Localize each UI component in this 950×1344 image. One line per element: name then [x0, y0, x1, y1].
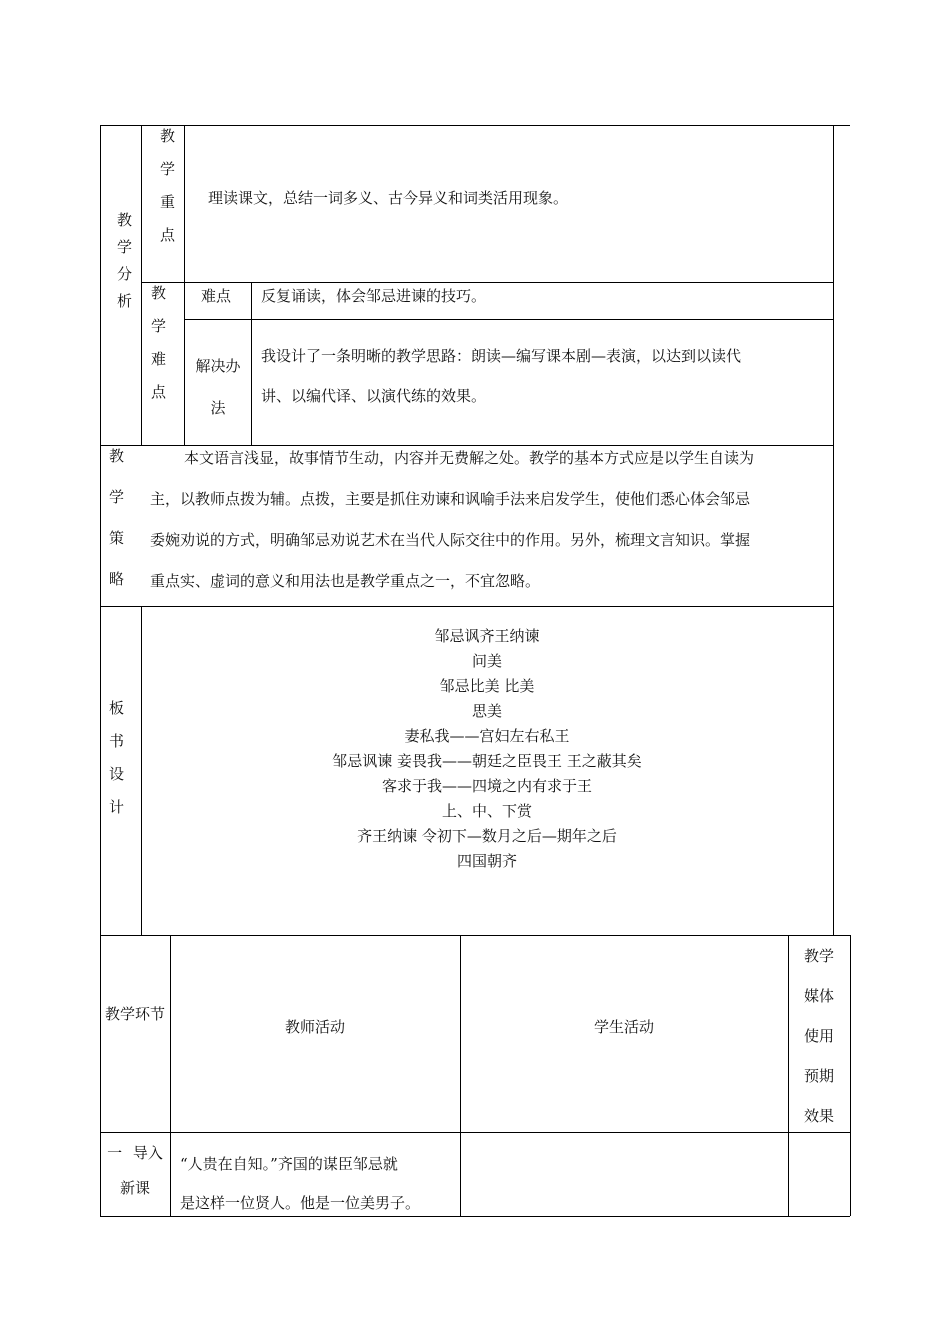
focus-label-text: 教学重点: [158, 128, 176, 260]
difficulty-label-text: 教学难点: [149, 285, 167, 417]
difficulty-text: 反复诵读，体会邹忌进谏的技巧。: [261, 287, 487, 305]
solution-label: 解决办法: [195, 357, 241, 417]
row1-teacher-line-2: 是这样一位贤人。他是一位美男子。: [180, 1194, 421, 1212]
strategy-line-1: 本文语言浅显，故事情节生动，内容并无费解之处。教学的基本方式应是以学生自读为: [184, 449, 755, 467]
analysis-label-text: 教学分析: [115, 212, 133, 320]
board-label: [106, 700, 136, 832]
lower-col-left: [100, 935, 101, 1216]
board-line: 上、中、下赏: [441, 802, 532, 820]
board-line: 四国朝齐: [456, 852, 517, 870]
focus-text: 理读课文，总结一词多义、古今异义和词类活用现象。: [208, 189, 569, 207]
lower-table-row: [100, 1132, 850, 1133]
header-student: 学生活动: [593, 1018, 654, 1036]
board-line: 问美: [471, 652, 502, 670]
row-divider-strategy: [100, 445, 833, 446]
strategy-line-3: 委婉劝说的方式，明确邹忌劝说艺术在当代人际交往中的作用。另外，梳理文言知识。掌握: [150, 531, 751, 549]
table-top-border: [100, 125, 850, 126]
difficulty-label: [148, 285, 178, 417]
difficulty-sub: 难点: [201, 287, 232, 305]
strategy-label-text: 教学策略: [107, 448, 125, 612]
header-media: 教学媒体使用预期效果: [803, 947, 834, 1125]
board-line: 客求于我——四境之内有求于王: [381, 777, 592, 795]
lower-col-right: [850, 935, 851, 1216]
board-line: 邹忌讽谏 妾畏我——朝廷之臣畏王 王之蔽其矣: [332, 752, 642, 770]
row-divider-solution: [184, 319, 833, 320]
col-divider-3: [251, 282, 252, 445]
row1-teacher-line-1: “人贵在自知。”齐国的谋臣邹忌就: [180, 1155, 398, 1173]
row-divider-board: [100, 606, 833, 607]
focus-label: [148, 128, 178, 260]
lower-col-1: [170, 935, 171, 1216]
board-line: 思美: [471, 702, 502, 720]
table-left-border: [100, 125, 101, 935]
header-teacher: 教师活动: [284, 1018, 345, 1036]
board-label-text: 板书设计: [107, 700, 125, 832]
row1-stage: 一 导入新课: [107, 1144, 163, 1197]
lower-col-3: [788, 935, 789, 1216]
row-divider-focus: [141, 282, 833, 283]
board-line: 邹忌比美 比美: [439, 677, 535, 695]
solution-line-2: 讲、以编代译、以演代练的效果。: [261, 387, 487, 405]
board-content: [141, 624, 833, 874]
board-line: 妻私我——宫妇左右私王: [404, 727, 570, 745]
board-line: 邹忌讽齐王纳谏: [434, 627, 540, 645]
board-line: 齐王纳谏 令初下—数月之后—期年之后: [357, 827, 617, 845]
lower-table-top: [100, 935, 850, 936]
strategy-label: [106, 448, 136, 612]
lower-table-bottom: [100, 1216, 850, 1217]
lower-col-2: [460, 935, 461, 1216]
strategy-line-2: 主，以教师点拨为辅。点拨，主要是抓住劝谏和讽喻手法来启发学生，使他们悉心体会邹忌: [150, 490, 751, 508]
table-right-border: [833, 125, 834, 935]
strategy-line-4: 重点实、虚词的意义和用法也是教学重点之一，不宜忽略。: [150, 572, 541, 590]
solution-line-1: 我设计了一条明晰的教学思路：朗读—编写课本剧—表演，以达到以读代: [261, 347, 742, 365]
header-stage: 教学环节: [104, 1005, 165, 1023]
analysis-label: [106, 212, 136, 320]
